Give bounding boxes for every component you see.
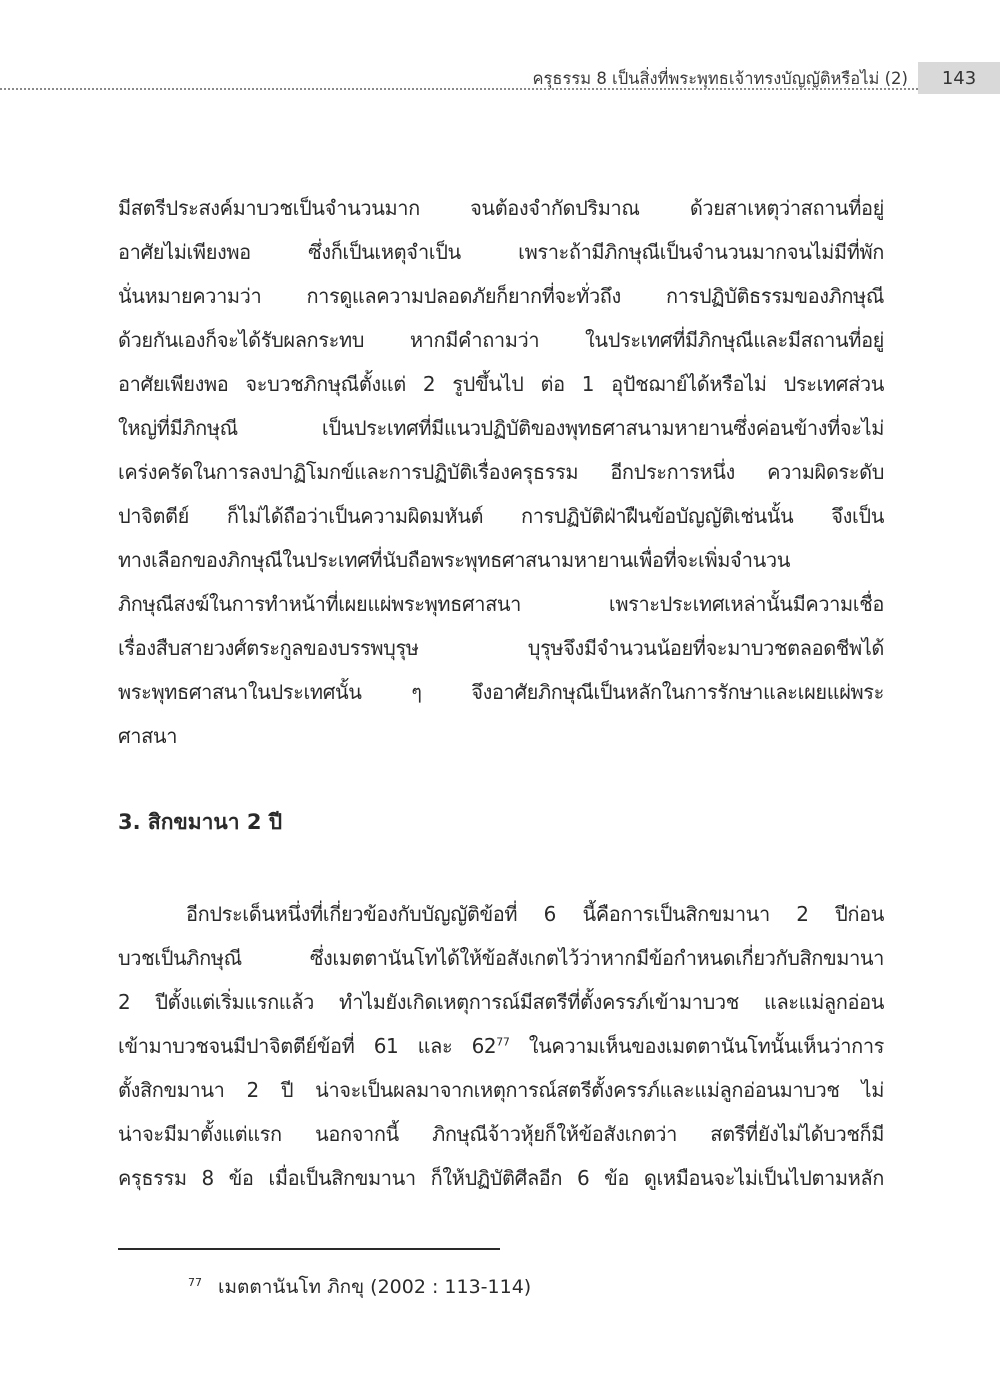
text-line: ปาจิตตีย์ ก็ไม่ได้ถือว่าเป็นความผิดมหันต์ การปฏิบัติฝ่าฝืนข้อบัญญัติเช่นนั้น จึงเป็น <box>118 504 884 528</box>
paragraph-2 <box>118 892 884 1200</box>
text-line: ด้วยกันเองก็จะได้รับผลกระทบ หากมีคำถามว่า ในประเทศที่มีภิกษุณีและมีสถานที่อยู่ <box>118 328 884 352</box>
text-line: ทางเลือกของภิกษุณีในประเทศที่นับถือพระพุทธศาสนามหายานเพื่อที่จะเพิ่มจำนวน <box>118 548 790 572</box>
text-line: น่าจะมีมาตั้งแต่แรก นอกจากนี้ ภิกษุณีจ้าวหุ้ยก็ให้ข้อสังเกตว่า สตรีที่ยังไม่ได้บวชก็มี <box>118 1122 884 1146</box>
text-line: พระพุทธศาสนาในประเทศนั้น ๆ จึงอาศัยภิกษุณีเป็นหลักในการรักษาและเผยแผ่พระ <box>118 680 884 704</box>
footnote-text: เมตตานันโท ภิกขุ (2002 : 113-114) <box>218 1276 532 1298</box>
footnote-reference[interactable]: 77 <box>496 1035 510 1049</box>
text-line: มีสตรีประสงค์มาบวชเป็นจำนวนมาก จนต้องจำกัดปริมาณ ด้วยสาเหตุว่าสถานที่อยู่ <box>118 196 884 220</box>
text-line: อาศัยไม่เพียงพอ ซึ่งก็เป็นเหตุจำเป็น เพราะถ้ามีภิกษุณีเป็นจำนวนมากจนไม่มีที่พัก <box>118 240 884 264</box>
footnote-rule <box>118 1248 500 1250</box>
running-header <box>0 62 1000 94</box>
text-line: บวชเป็นภิกษุณี ซึ่งเมตตานันโทได้ให้ข้อสังเกตไว้ว่าหากมีข้อกำหนดเกี่ยวกับสิกขมานา <box>118 946 884 970</box>
text-line: ตั้งสิกขมานา 2 ปี น่าจะเป็นผลมาจากเหตุการณ์สตรีตั้งครรภ์และแม่ลูกอ่อนมาบวช ไม่ <box>118 1078 884 1102</box>
text-line: เคร่งครัดในการลงปาฏิโมกข์และการปฏิบัติเรื่องครุธรรม อีกประการหนึ่ง ความผิดระดับ <box>118 460 884 484</box>
page-number: 143 <box>918 62 1000 94</box>
footnote <box>188 1272 531 1302</box>
text-line: ศาสนา <box>118 724 178 748</box>
text-line: ใหญ่ที่มีภิกษุณี เป็นประเทศที่มีแนวปฏิบัติของพุทธศาสนามหายานซึ่งค่อนข้างที่จะไม่ <box>118 416 884 440</box>
text-line: อาศัยเพียงพอ จะบวชภิกษุณีตั้งแต่ 2 รูปขึ้นไป ต่อ 1 อุปัชฌาย์ได้หรือไม่ ประเทศส่วน <box>118 372 884 396</box>
section-heading: 3. สิกขมานา 2 ปี <box>118 810 283 834</box>
text-line-with-footnote-ref <box>118 1024 884 1068</box>
paragraph-1 <box>118 186 884 758</box>
text-line: นั่นหมายความว่า การดูแลความปลอดภัยก็ยากที่จะทั่วถึง การปฏิบัติธรรมของภิกษุณี <box>118 284 884 308</box>
text-line: ครุธรรม 8 ข้อ เมื่อเป็นสิกขมานา ก็ให้ปฏิบัติศีลอีก 6 ข้อ ดูเหมือนจะไม่เป็นไปตามหลัก <box>118 1166 884 1190</box>
text-line: 2 ปีตั้งแต่เริ่มแรกแล้ว ทำไมยังเกิดเหตุการณ์มีสตรีที่ตั้งครรภ์เข้ามาบวช และแม่ลูกอ่อน <box>118 990 884 1014</box>
text-line: เรื่องสืบสายวงศ์ตระกูลของบรรพบุรุษ บุรุษจึงมีจำนวนน้อยที่จะมาบวชตลอดชีพได้ <box>118 636 884 660</box>
text-segment: เข้ามาบวชจนมีปาจิตตีย์ข้อที่ 61 และ 62 <box>118 1034 497 1058</box>
footnote-mark: 77 <box>188 1275 202 1289</box>
text-segment: ในความเห็นของเมตตานันโทนั้นเห็นว่าการ <box>509 1034 884 1058</box>
text-line: อีกประเด็นหนึ่งที่เกี่ยวข้องกับบัญญัติข้อที่ 6 นี้คือการเป็นสิกขมานา 2 ปีก่อน <box>186 902 884 926</box>
running-header-title: ครุธรรม 8 เป็นสิ่งที่พระพุทธเจ้าทรงบัญญัติหรือไม่ (2) <box>532 69 908 88</box>
text-line: ภิกษุณีสงฆ์ในการทำหน้าที่เผยแผ่พระพุทธศาสนา เพราะประเทศเหล่านั้นมีความเชื่อ <box>118 592 884 616</box>
